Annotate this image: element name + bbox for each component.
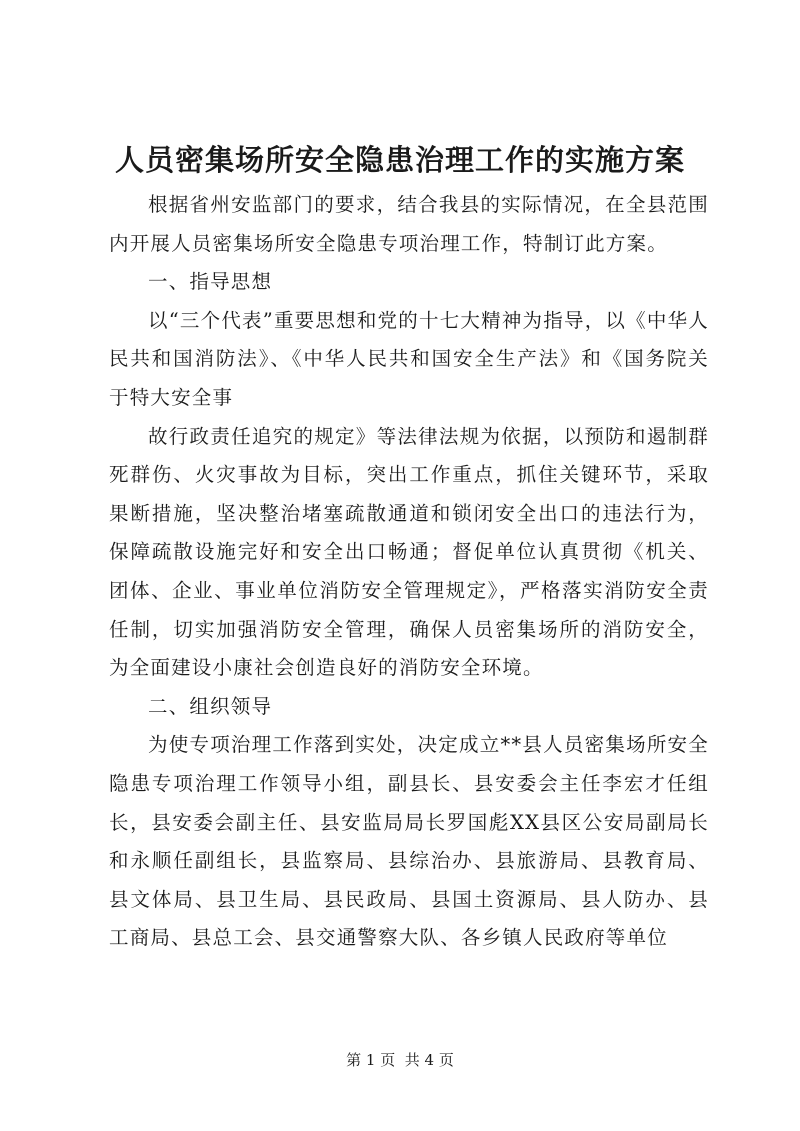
page-total: 共 4 页 [404,1051,454,1069]
paragraph-organization: 为使专项治理工作落到实处，决定成立**县人员密集场所安全隐患专项治理工作领导小组，副县长、县安委会主任李宏才任组长，县安委会副主任、县安监局局长罗国彪XX县区公安局副局长和永顺任副组长，县监察局、县综治办、县旅游局、县教育局、县文体局、县卫生局、县民政局、县国土资源局、县人防办、县工商局、县总工会、县交通警察大队、各乡镇人民政府等单位 [109,733,709,950]
page-title: 人员密集场所安全隐患治理工作的实施方案 [114,143,685,177]
page-number: 第 1 页 [346,1051,396,1069]
page-footer [0,1050,800,1070]
section-heading-guiding-ideology: 一、指导思想 [148,270,273,294]
section-heading-organization: 二、组织领导 [148,694,273,718]
paragraph-guiding-ideology-1: 以“三个代表”重要思想和党的十七大精神为指导，以《中华人民共和国消防法》、《中华人民共和国安全生产法》和《国务院关于特大安全事 [109,308,709,409]
paragraph-guiding-ideology-2: 故行政责任追究的规定》等法律法规为依据，以预防和遏制群死群伤、火灾事故为目标，突出工作重点，抓住关键环节，采取果断措施，坚决整治堵塞疏散通道和锁闭安全出口的违法行为，保障疏散设施完好和安全出口畅通；督促单位认真贯彻《机关、团体、企业、事业单位消防安全管理规定》，严格落实消防安全责任制，切实加强消防安全管理，确保人员密集场所的消防安全，为全面建设小康社会创造良好的消防安全环境。 [109,424,709,680]
document-body [109,186,709,958]
paragraph-intro: 根据省州安监部门的要求，结合我县的实际情况，在全县范围内开展人员密集场所安全隐患专项治理工作，特制订此方案。 [109,193,709,255]
